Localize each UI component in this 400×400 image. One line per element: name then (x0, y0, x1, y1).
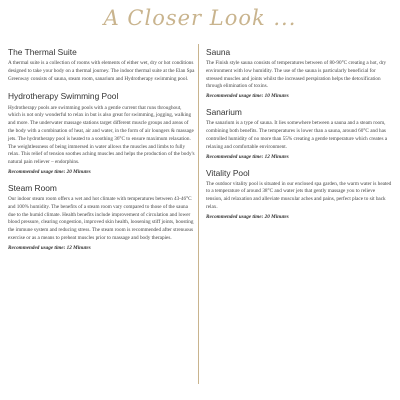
section-hydrotherapy-pool (8, 91, 195, 174)
usage-time: Recommended usage time: 10 Minutes (206, 93, 289, 100)
section-heading: Sanarium (206, 107, 242, 118)
section-steam-room (8, 183, 195, 251)
left-column (8, 47, 195, 259)
section-body: Hydrotherapy pools are swimming pools with a gentle current that runs throughout, which is not only wonderful to relax in but is also great for swimming, jogging, walking and more. The underwater massage stations target different muscle groups and areas of the body with a combination of heat, air and water, in the form of air loungers & massage jets. The hydrotherapy pool is heated to a soothing 36°C to ensure maximum relaxation. The weightlessness of being immersed in water allows the muscles and limbs to fully relax. This relief of tension soothes aching muscles and helps the production of the body's natural pain reliever – endorphins. (8, 104, 195, 166)
section-heading: Vitality Pool (206, 167, 250, 178)
section-heading: Steam Room (8, 182, 57, 193)
section-sauna (206, 47, 392, 99)
usage-time: Recommended usage time: 20 Minutes (8, 168, 91, 175)
column-divider (198, 44, 199, 384)
usage-time: Recommended usage time: 12 Minutes (8, 244, 91, 251)
usage-time: Recommended usage time: 20 Minutes (206, 213, 289, 220)
page-title: A Closer Look ... (103, 6, 297, 30)
section-heading: Sauna (206, 47, 231, 57)
section-body: The Finish style sauna consists of temperatures between of 80-90°C creating a hot, dry environment with low humidity. The use of the sauna is particularly beneficial for stressed muscles and joints whilst the increased perspiration helps the detoxification through elimination of toxins. (206, 60, 387, 90)
section-heading: Hydrotherapy Swimming Pool (8, 91, 119, 102)
section-body: The sanarium is a type of sauna. It lies somewhere between a sauna and a steam room, combining both benefits. The temperatures is lower than a sauna, around 60°C and has controlled humidity of no more than 55% creating a gentle temperature which creates a relaxing and comfortable environment. (206, 120, 388, 150)
section-body: A thermal suite is a collection of rooms with elements of either wet, dry or hot conditions designed to take your body on a thermal journey. The indoor thermal suite at the Elan Spa Greenway consists of sauna, steam room, sanarium and Hydrotherapy swimming pool. (8, 60, 195, 82)
section-heading: The Thermal Suite (8, 47, 77, 57)
right-column (206, 47, 392, 228)
section-vitality-pool (206, 168, 392, 220)
section-body: The outdoor vitality pool is situated in our enclosed spa garden, the warm water is heated to a temperature of around 38°C and water jets that gently massage you to relieve tension, aid relaxation and alleviate muscular aches and pains, perfect place to sit back relax. (206, 180, 392, 210)
section-body: Our indoor steam room offers a wet and hot climate with temperatures between 43-46°C and 100% humidity. The benefits of a steam room vary compared to those of the sauna due to the humid climate. Health benefits include improvement of circulation and lower blood pressure, clearing congestion, improved skin health, loosening stiff joints, boosting the immune system and reducing stress. The steam room is recommended after strenuous exercise or as a means to preheat muscles prior to massage and body therapies. (8, 196, 194, 241)
section-thermal-suite (8, 47, 195, 83)
usage-time: Recommended usage time: 12 Minutes (206, 153, 289, 160)
section-sanarium (206, 107, 392, 159)
